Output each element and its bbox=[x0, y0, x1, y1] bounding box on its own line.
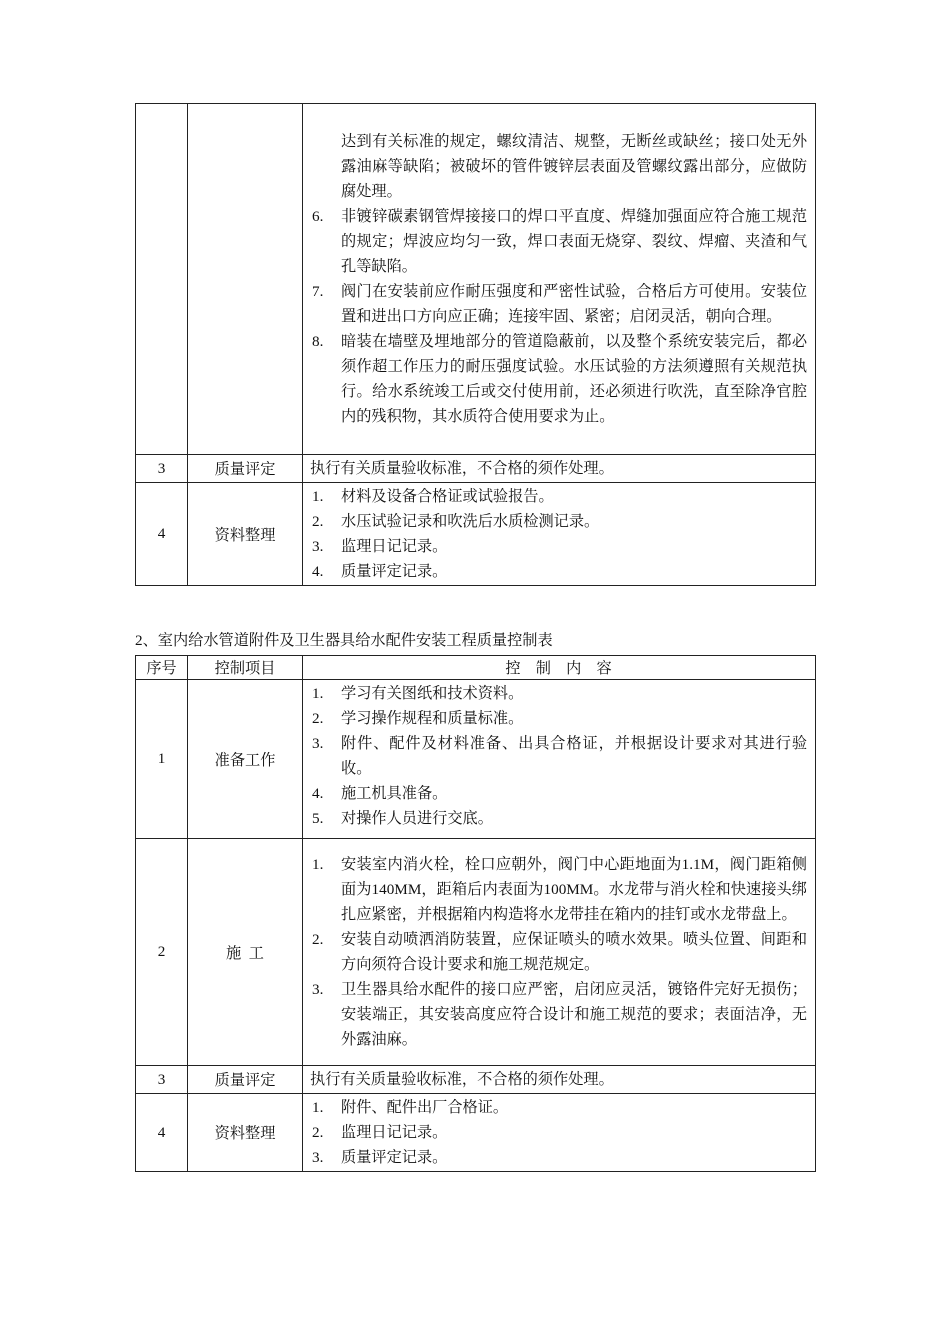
list-item bbox=[310, 927, 807, 977]
table-row bbox=[136, 483, 816, 586]
quality-control-table-1 bbox=[135, 103, 816, 586]
list-item bbox=[310, 559, 807, 584]
content-cell bbox=[303, 680, 816, 839]
list-item bbox=[310, 977, 807, 1052]
row-number-cell bbox=[136, 104, 188, 455]
content-list bbox=[310, 852, 807, 1052]
list-item-text: 阀门在安装前应作耐压强度和严密性试验，合格后方可使用。安装位置和进出口方向应正确；连接牢固、紧密；启闭灵活，朝向合理。 bbox=[341, 283, 807, 325]
table-row bbox=[136, 1066, 816, 1094]
list-item-number: 3. bbox=[312, 735, 324, 752]
list-item-number: 2. bbox=[312, 1124, 324, 1141]
table-caption: 2、室内给水管道附件及卫生器具给水配件安装工程质量控制表 bbox=[135, 632, 553, 649]
list-item bbox=[310, 852, 807, 927]
list-item-text: 安装自动喷洒消防装置，应保证喷头的喷水效果。喷头位置、间距和方向须符合设计要求和施工规范规定。 bbox=[341, 931, 807, 973]
list-item bbox=[310, 681, 807, 706]
header-content: 控 制 内 容 bbox=[303, 656, 816, 680]
list-item bbox=[310, 731, 807, 781]
list-item-text: 对操作人员进行交底。 bbox=[341, 810, 493, 827]
content-cell bbox=[303, 483, 816, 586]
row-number-cell: 4 bbox=[136, 483, 188, 586]
list-item-number: 4. bbox=[312, 563, 324, 580]
table-row bbox=[136, 455, 816, 483]
list-item-number: 2. bbox=[312, 931, 324, 948]
header-no: 序号 bbox=[136, 656, 188, 680]
list-item-text: 达到有关标准的规定，螺纹清洁、规整，无断丝或缺丝；接口处无外露油麻等缺陷；被破坏的管件镀锌层表面及管螺纹露出部分，应做防腐处理。 bbox=[341, 133, 807, 200]
control-item-cell: 质量评定 bbox=[188, 455, 303, 483]
list-item-text: 安装室内消火栓，栓口应朝外，阀门中心距地面为1.1M，阀门距箱侧面为140MM，距箱后内表面为100MM。水龙带与消火栓和快速接头绑扎应紧密，并根据箱内构造将水龙带挂在箱内的挂钉或水龙带盘上。 bbox=[341, 856, 807, 923]
list-item-number: 1. bbox=[312, 1099, 324, 1116]
list-item bbox=[310, 129, 807, 204]
content-cell bbox=[303, 839, 816, 1066]
list-item bbox=[310, 204, 807, 279]
content-list bbox=[310, 1095, 807, 1170]
list-item-text: 质量评定记录。 bbox=[341, 563, 448, 580]
row-number-cell: 3 bbox=[136, 455, 188, 483]
control-item-cell: 准备工作 bbox=[188, 680, 303, 839]
control-item-cell: 施 工 bbox=[188, 839, 303, 1066]
list-item bbox=[310, 1095, 807, 1120]
list-item bbox=[310, 706, 807, 731]
list-item-number: 2. bbox=[312, 513, 324, 530]
list-item-number: 8. bbox=[312, 333, 324, 350]
list-item-number: 3. bbox=[312, 981, 324, 998]
list-item-number: 3. bbox=[312, 538, 324, 555]
table-row bbox=[136, 839, 816, 1066]
control-item-cell bbox=[188, 104, 303, 455]
list-item bbox=[310, 279, 807, 329]
list-item-number: 6. bbox=[312, 208, 324, 225]
list-item-text: 监理日记记录。 bbox=[341, 538, 448, 555]
list-item-text: 暗装在墙壁及埋地部分的管道隐蔽前，以及整个系统安装完后，都必须作超工作压力的耐压强度试验。水压试验的方法须遵照有关规范执行。给水系统竣工后或交付使用前，还必须进行吹洗，直至除净官腔内的残积物，其水质符合使用要求为止。 bbox=[341, 333, 807, 425]
control-item-cell: 质量评定 bbox=[188, 1066, 303, 1094]
list-item bbox=[310, 329, 807, 429]
list-item-text: 水压试验记录和吹洗后水质检测记录。 bbox=[341, 513, 600, 530]
list-item-text: 学习操作规程和质量标准。 bbox=[341, 710, 524, 727]
table-row bbox=[136, 680, 816, 839]
list-item bbox=[310, 534, 807, 559]
row-number-cell: 3 bbox=[136, 1066, 188, 1094]
list-item bbox=[310, 509, 807, 534]
list-item-text: 学习有关图纸和技术资料。 bbox=[341, 685, 524, 702]
list-item-number: 5. bbox=[312, 810, 324, 827]
header-item: 控制项目 bbox=[188, 656, 303, 680]
table-row bbox=[136, 104, 816, 455]
list-item bbox=[310, 1145, 807, 1170]
list-item-text: 附件、配件及材料准备、出具合格证，并根据设计要求对其进行验收。 bbox=[341, 735, 807, 777]
list-item bbox=[310, 1120, 807, 1145]
list-item-text: 材料及设备合格证或试验报告。 bbox=[341, 488, 554, 505]
list-item-text: 卫生器具给水配件的接口应严密，启闭应灵活，镀铬件完好无损伤；安装端正，其安装高度应符合设计和施工规范的要求；表面洁净，无外露油麻。 bbox=[341, 981, 807, 1048]
list-item-text: 质量评定记录。 bbox=[341, 1149, 448, 1166]
content-cell: 执行有关质量验收标准，不合格的须作处理。 bbox=[303, 455, 816, 483]
control-item-cell: 资料整理 bbox=[188, 483, 303, 586]
quality-control-table-2 bbox=[135, 655, 816, 1172]
content-list bbox=[310, 484, 807, 584]
row-number-cell: 4 bbox=[136, 1094, 188, 1172]
list-item-text: 监理日记记录。 bbox=[341, 1124, 448, 1141]
header-row bbox=[136, 656, 816, 680]
list-item-text: 施工机具准备。 bbox=[341, 785, 448, 802]
list-item-text: 附件、配件出厂合格证。 bbox=[341, 1099, 509, 1116]
list-item-text: 非镀锌碳素钢管焊接接口的焊口平直度、焊缝加强面应符合施工规范的规定；焊波应均匀一致，焊口表面无烧穿、裂纹、焊瘤、夹渣和气孔等缺陷。 bbox=[341, 208, 807, 275]
list-item-number: 4. bbox=[312, 785, 324, 802]
list-item-number: 1. bbox=[312, 488, 324, 505]
list-item bbox=[310, 484, 807, 509]
list-item bbox=[310, 781, 807, 806]
content-cell bbox=[303, 1094, 816, 1172]
list-item-number: 7. bbox=[312, 283, 324, 300]
table-row bbox=[136, 1094, 816, 1172]
list-item-number: 1. bbox=[312, 856, 324, 873]
row-number-cell: 2 bbox=[136, 839, 188, 1066]
row-number-cell: 1 bbox=[136, 680, 188, 839]
list-item-number: 1. bbox=[312, 685, 324, 702]
content-list bbox=[310, 129, 807, 429]
list-item-number: 3. bbox=[312, 1149, 324, 1166]
list-item bbox=[310, 806, 807, 831]
list-item-number: 2. bbox=[312, 710, 324, 727]
content-cell bbox=[303, 104, 816, 455]
control-item-cell: 资料整理 bbox=[188, 1094, 303, 1172]
content-list bbox=[310, 681, 807, 831]
content-cell: 执行有关质量验收标准，不合格的须作处理。 bbox=[303, 1066, 816, 1094]
